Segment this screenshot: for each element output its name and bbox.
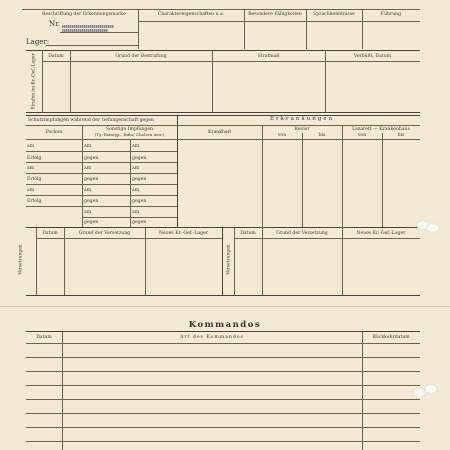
faehigkeiten-label: Besondere Fähigkeiten [248, 12, 302, 17]
erkrankungen-header: Erkrankungen [270, 116, 335, 122]
impf-cell: am [132, 210, 140, 215]
impf-row-label: Erfolg [27, 199, 42, 204]
nr-label: Nr. [49, 20, 60, 28]
strafen-col-3 [325, 50, 326, 112]
kommandos-row-line [26, 357, 420, 358]
vers-col-datum: Datum [42, 231, 58, 236]
vers-right-side-label: Versetzungen [226, 244, 232, 275]
impf-top-line [26, 115, 420, 116]
kommandos-col-1 [62, 331, 63, 450]
erk-bis: bis [397, 133, 405, 138]
vers-col-datum: Datum [240, 231, 256, 236]
kommandos-row-line [26, 399, 420, 400]
header-top-line [22, 9, 420, 10]
erkennungsmarke-label: Beschriftung der Erkennungsmarke [42, 12, 126, 17]
fuehrung-label: Führung [380, 12, 402, 17]
erk-col-1 [262, 125, 263, 227]
kommandos-top-line [26, 331, 420, 332]
erk-krankheit: Krankheit [207, 130, 232, 135]
impf-row-line [26, 173, 177, 174]
strafen-top-line [26, 50, 420, 51]
impf-cell: am [84, 210, 92, 215]
header-sub-line [138, 21, 420, 22]
lager-label: Lager: [26, 38, 50, 46]
impf-row-label: Erfolg [27, 177, 42, 182]
vers-col-neues-lager: Neues Kr.-Gef.-Lager [159, 231, 208, 236]
impf-cell: am [132, 188, 140, 193]
impf-col-2 [130, 139, 131, 227]
vers-left-side-label: Versetzungen [18, 244, 24, 275]
erk-col-revier-split [302, 133, 303, 227]
impf-cell: gegen [132, 199, 147, 204]
strafen-side-label: Strafen im Kr.-Gef.-Lager [31, 53, 37, 110]
impf-cell: am [132, 166, 140, 171]
impf-col-sonstige: Sonstige Impfungen [105, 127, 153, 132]
impf-cell: gegen [132, 156, 147, 161]
kommandos-row-line [26, 413, 420, 414]
impf-col-1 [82, 125, 83, 227]
impf-cell: am [84, 166, 92, 171]
strafen-col-strafmass: Strafmaß [257, 54, 280, 59]
impf-row-line [26, 206, 177, 207]
erk-bis: bis [318, 133, 326, 138]
kommandos-col-rueckkehr: Rückkehrdatum [372, 335, 410, 340]
impf-row-line [26, 151, 177, 152]
erk-revier: Revier [294, 127, 310, 132]
kommandos-col-2 [362, 331, 363, 450]
kommandos-title: Kommandos [188, 320, 262, 330]
impf-row-label: am [27, 166, 35, 171]
impf-bottom-line [26, 227, 420, 228]
redacted-number [62, 25, 114, 28]
impf-cell: gegen [132, 177, 147, 182]
kommandos-row-line [26, 441, 420, 442]
punch-hole [424, 384, 438, 394]
impf-cell: gegen [84, 199, 99, 204]
lager-line [46, 45, 138, 46]
kommandos-col-art: Art des Kommandos [180, 335, 244, 340]
impf-cell: gegen [84, 220, 99, 225]
impf-sub-line [26, 125, 420, 126]
impf-row-line [26, 195, 177, 196]
erk-header-line [177, 139, 420, 140]
impf-cell: am [84, 188, 92, 193]
erk-von: von [277, 133, 287, 138]
strafen-side-divider [42, 50, 43, 112]
punch-hole [426, 223, 440, 233]
vers-right-col-1 [262, 227, 263, 295]
kommandos-row-line [26, 371, 420, 372]
erk-lazarett: Lazarett — Krankenhaus [352, 127, 410, 132]
sprachen-label: Sprachkenntnisse [313, 12, 355, 17]
impf-header-line [26, 139, 177, 140]
kommandos-col-datum: Datum [36, 335, 52, 340]
impf-cell: gegen [84, 177, 99, 182]
vers-right-side-div [234, 227, 235, 295]
card-fold [0, 306, 450, 307]
strafen-col-1 [70, 50, 71, 112]
impf-cell: gegen [132, 220, 147, 225]
strafen-bottom-line [26, 112, 420, 113]
impfungen-header: Schutzimpfungen während der Gefangenschaft gegen [28, 118, 154, 123]
impf-col-sonstige-sub: (Ty.-Paratyp., Ruhr, Cholera usw.) [94, 132, 165, 137]
strafen-col-grund: Grund der Bestrafung [115, 54, 167, 59]
vers-left-col-1 [64, 227, 65, 295]
impf-cell: am [84, 144, 92, 149]
vers-col-grund: Grund der Versetzung [276, 231, 328, 236]
kommandos-row-line [26, 427, 420, 428]
strafen-col-datum: Datum [48, 54, 64, 59]
impf-row-label: am [27, 144, 35, 149]
nr-line [60, 32, 138, 33]
strafen-header-line [42, 61, 420, 62]
impf-row-label: Erfolg [27, 156, 42, 161]
strafen-col-2 [212, 50, 213, 112]
kommandos-row-line [26, 385, 420, 386]
erk-col-laz-split [382, 133, 383, 227]
impf-row-line [26, 162, 177, 163]
erk-von: von [357, 133, 367, 138]
strafen-col-verbuesst: Verbüßt, Datum [353, 54, 392, 59]
impf-col-pocken: Pocken [45, 130, 63, 135]
impf-row-label: am [27, 188, 35, 193]
vers-bottom-line [26, 295, 420, 296]
vers-right-col-2 [342, 227, 343, 295]
charakter-label: Charaktereigenschaften u.a. [157, 12, 225, 17]
vers-mid-divider [222, 227, 223, 295]
impf-row-line [82, 217, 177, 218]
impf-row-line [26, 184, 177, 185]
impf-cell: am [132, 144, 140, 149]
impf-cell: gegen [84, 156, 99, 161]
vers-left-col-2 [145, 227, 146, 295]
vers-left-side-div [36, 227, 37, 295]
kommandos-header-line [26, 343, 420, 344]
vers-col-grund: Grund der Versetzung [78, 231, 131, 236]
erk-col-2 [342, 125, 343, 227]
vers-col-neues-lager: Neues Kr.-Gef.-Lager [356, 231, 406, 236]
